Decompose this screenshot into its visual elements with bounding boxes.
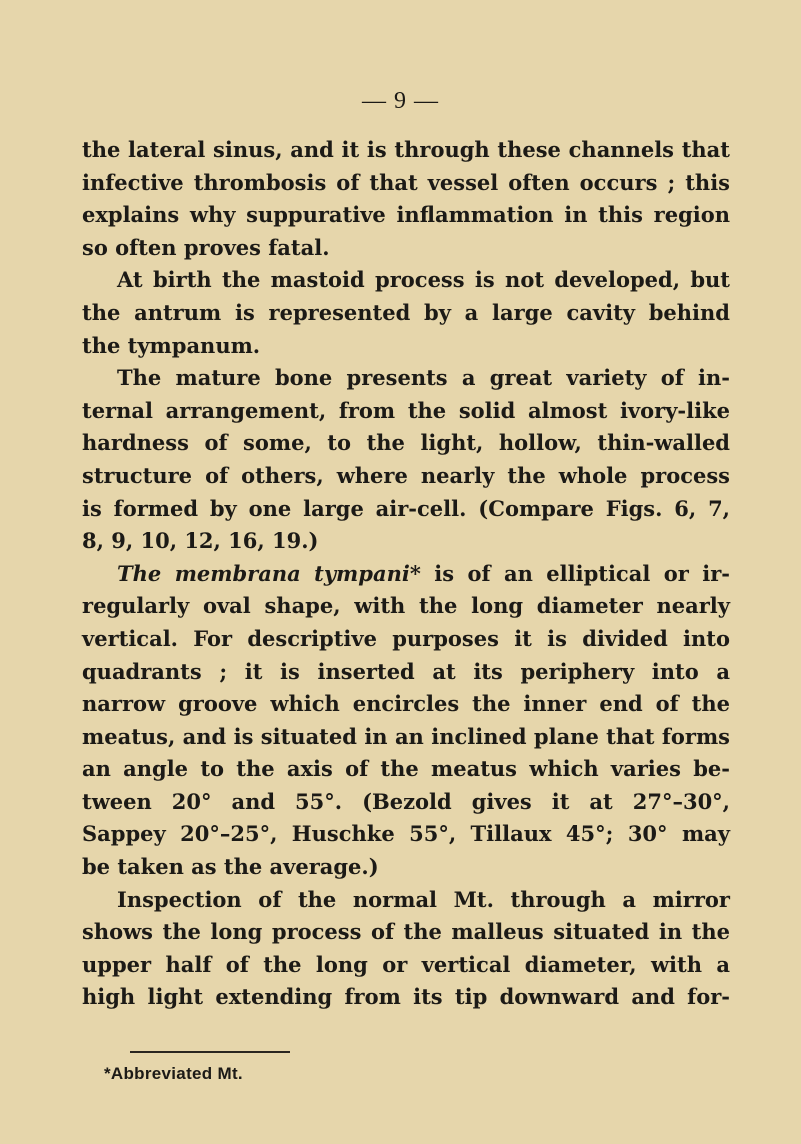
text-line: the tympanum. [82,332,261,358]
text-line: infective thrombosis of that vessel often occurs ; this [82,169,730,195]
text-line [82,558,730,591]
text-line: be taken as the average.) [82,854,379,880]
text-line: is formed by one large air-cell. (Compare Figs. 6, 7, [82,495,730,521]
text-line-rest: is of an elliptical or ir- [420,560,730,586]
footnote-rule [130,1051,290,1053]
text-line: Inspection of the normal Mt. through a mirror [117,886,730,912]
text-line: the lateral sinus, and it is through these channels that [82,137,730,162]
text-line: quadrants ; it is inserted at its periphery into a [82,658,730,684]
membrana-tympani-term: The membrana tympani* [117,560,421,586]
text-line: the antrum is represented by a large cavity behind [82,299,730,325]
text-line: regularly oval shape, with the long diameter nearly [82,593,730,619]
text-line: 8, 9, 10, 12, 16, 19.) [82,528,319,554]
text-line: high light extending from its tip downward and for- [82,984,730,1010]
text-line: narrow groove which encircles the inner end of the [82,691,730,717]
text-line: an angle to the axis of the meatus which varies be- [82,756,730,782]
text-line: Sappey 20°–25°, Huschke 55°, Tillaux 45°; 30° may [82,821,730,847]
body-text [82,134,730,1014]
text-line: explains why suppurative inflammation in this region [82,202,730,228]
text-line: At birth the mastoid process is not developed, but [117,267,730,293]
text-line: ternal arrangement, from the solid almost ivory-like [82,397,730,423]
text-line: vertical. For descriptive purposes it is divided into [82,625,730,651]
text-line: tween 20° and 55°. (Bezold gives it at 27°–30°, [82,788,730,814]
text-line: structure of others, where nearly the whole process [82,462,730,488]
text-line: hardness of some, to the light, hollow, thin-walled [82,430,730,456]
footnote: *Abbreviated Mt. [104,1064,243,1083]
text-line: upper half of the long or vertical diameter, with a [82,951,730,977]
page-number: — 9 — [362,88,439,114]
text-line: The mature bone presents a great variety of in- [117,365,730,391]
text-line: so often proves fatal. [82,234,330,260]
text-line: meatus, and is situated in an inclined plane that forms [82,723,730,749]
text-line: shows the long process of the malleus situated in the [82,919,730,945]
